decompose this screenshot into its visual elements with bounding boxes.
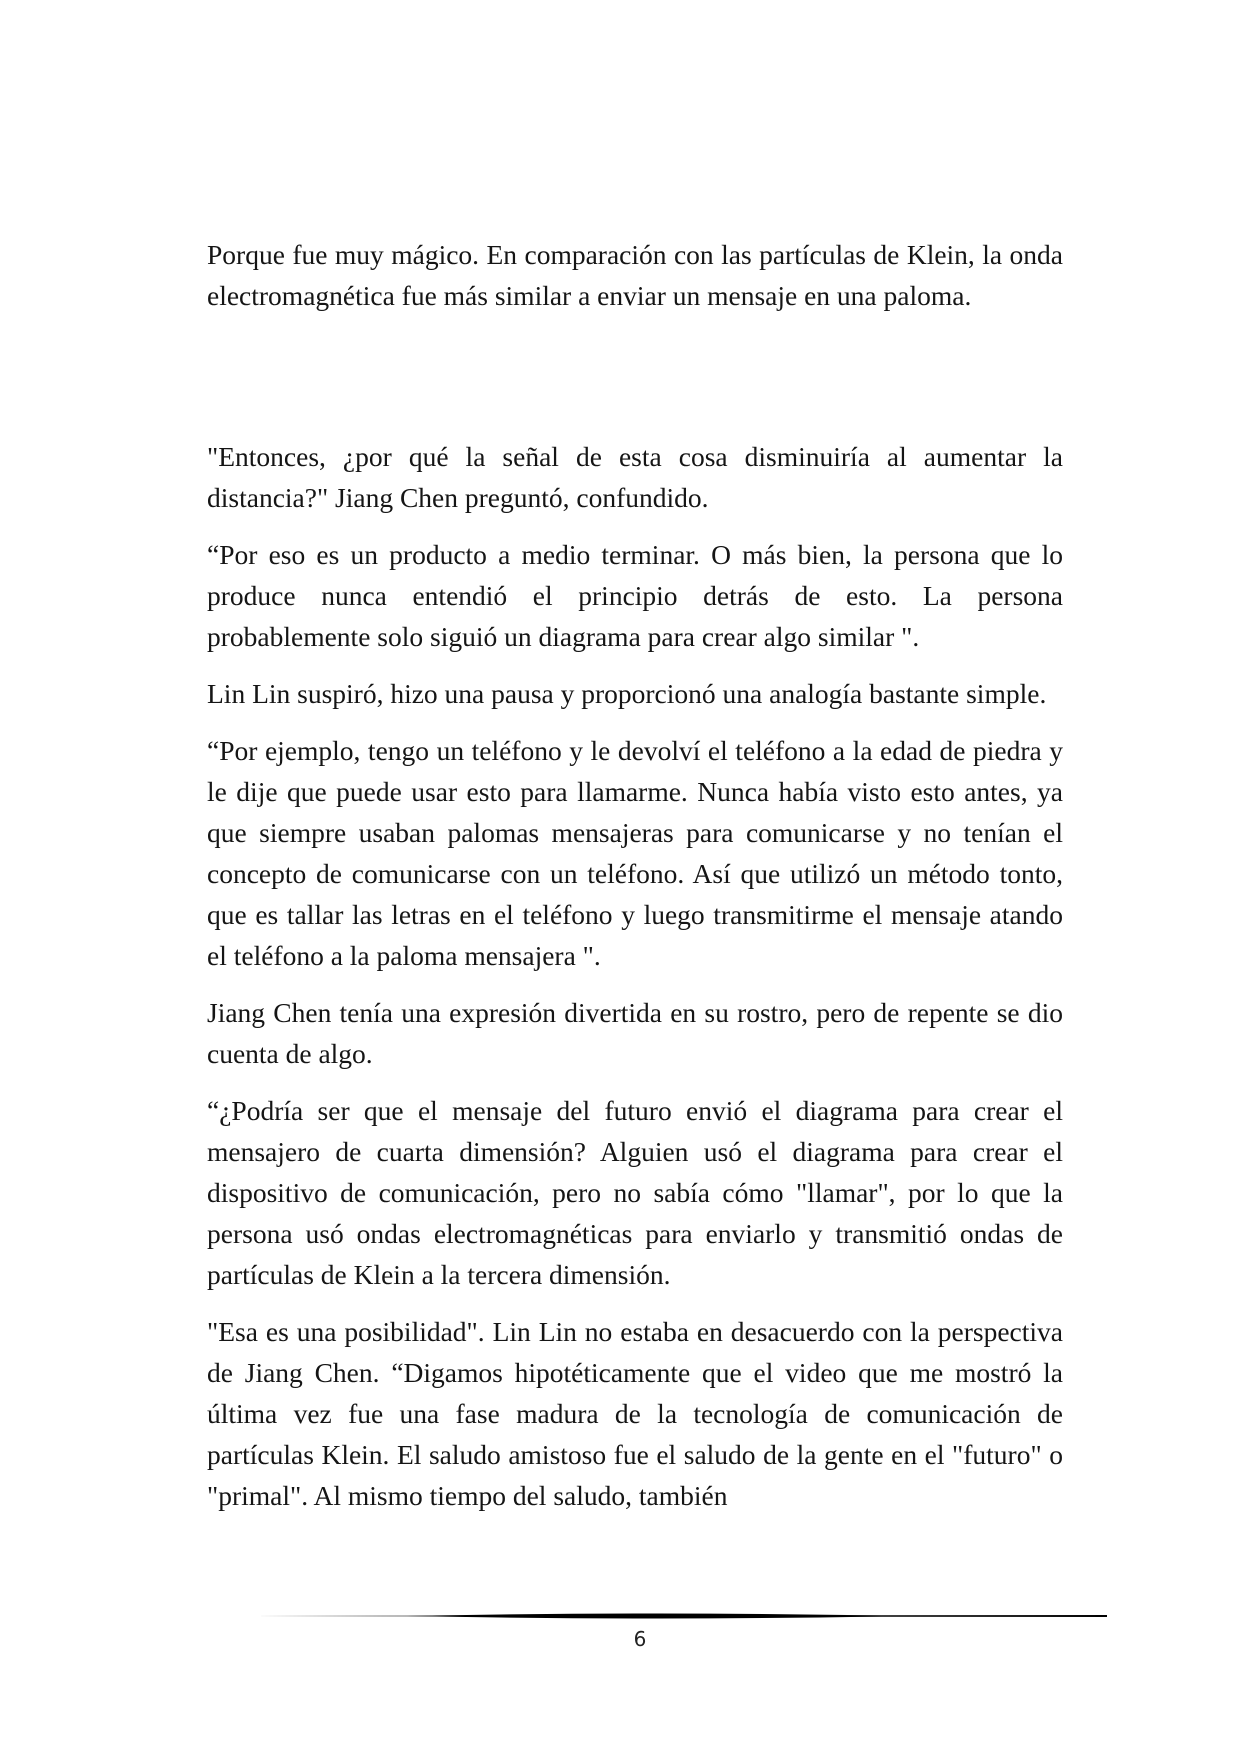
footer-divider <box>207 1611 1107 1621</box>
paragraph: “Por eso es un producto a medio terminar. O más bien, la persona que lo produce nunca entendió el principio detrás de esto. La persona probablemente solo siguió un diagrama para crear algo similar ". <box>207 539 1063 652</box>
paragraph: Lin Lin suspiró, hizo una pausa y proporcionó una analogía bastante simple. <box>207 678 1047 709</box>
paragraph: "Esa es una posibilidad". Lin Lin no estaba en desacuerdo con la perspectiva de Jiang Chen. “Digamos hipotéticamente que el video que me mostró la última vez fue una fase madura de la tecnología de comunicación de partículas Klein. El saludo amistoso fue el saludo de la gente en el "futuro" o "primal". Al mismo tiempo del saludo, también <box>207 1316 1063 1511</box>
paragraph: “¿Podría ser que el mensaje del futuro envió el diagrama para crear el mensajero de cuarta dimensión? Alguien usó el diagrama para crear el dispositivo de comunicación, pero no sabía cómo "llamar", por lo que la persona usó ondas electromagnéticas para enviarlo y transmitió ondas de partículas de Klein a la tercera dimensión. <box>207 1095 1063 1290</box>
text-block-top <box>207 234 1063 332</box>
paragraph: Jiang Chen tenía una expresión divertida en su rostro, pero de repente se dio cuenta de algo. <box>207 997 1063 1069</box>
paragraph: Porque fue muy mágico. En comparación con las partículas de Klein, la onda electromagnética fue más similar a enviar un mensaje en una paloma. <box>207 239 1063 311</box>
text-block-main <box>207 436 1063 1532</box>
page-number: 6 <box>633 1627 647 1651</box>
paragraph: "Entonces, ¿por qué la señal de esta cosa disminuiría al aumentar la distancia?" Jiang Chen preguntó, confundido. <box>207 441 1063 513</box>
paragraph: “Por ejemplo, tengo un teléfono y le devolví el teléfono a la edad de piedra y le dije que puede usar esto para llamarme. Nunca había visto esto antes, ya que siempre usaban palomas mensajeras para comunicarse y no tenían el concepto de comunicarse con un teléfono. Así que utilizó un método tonto, que es tallar las letras en el teléfono y luego transmitirme el mensaje atando el teléfono a la paloma mensajera ". <box>207 735 1063 971</box>
